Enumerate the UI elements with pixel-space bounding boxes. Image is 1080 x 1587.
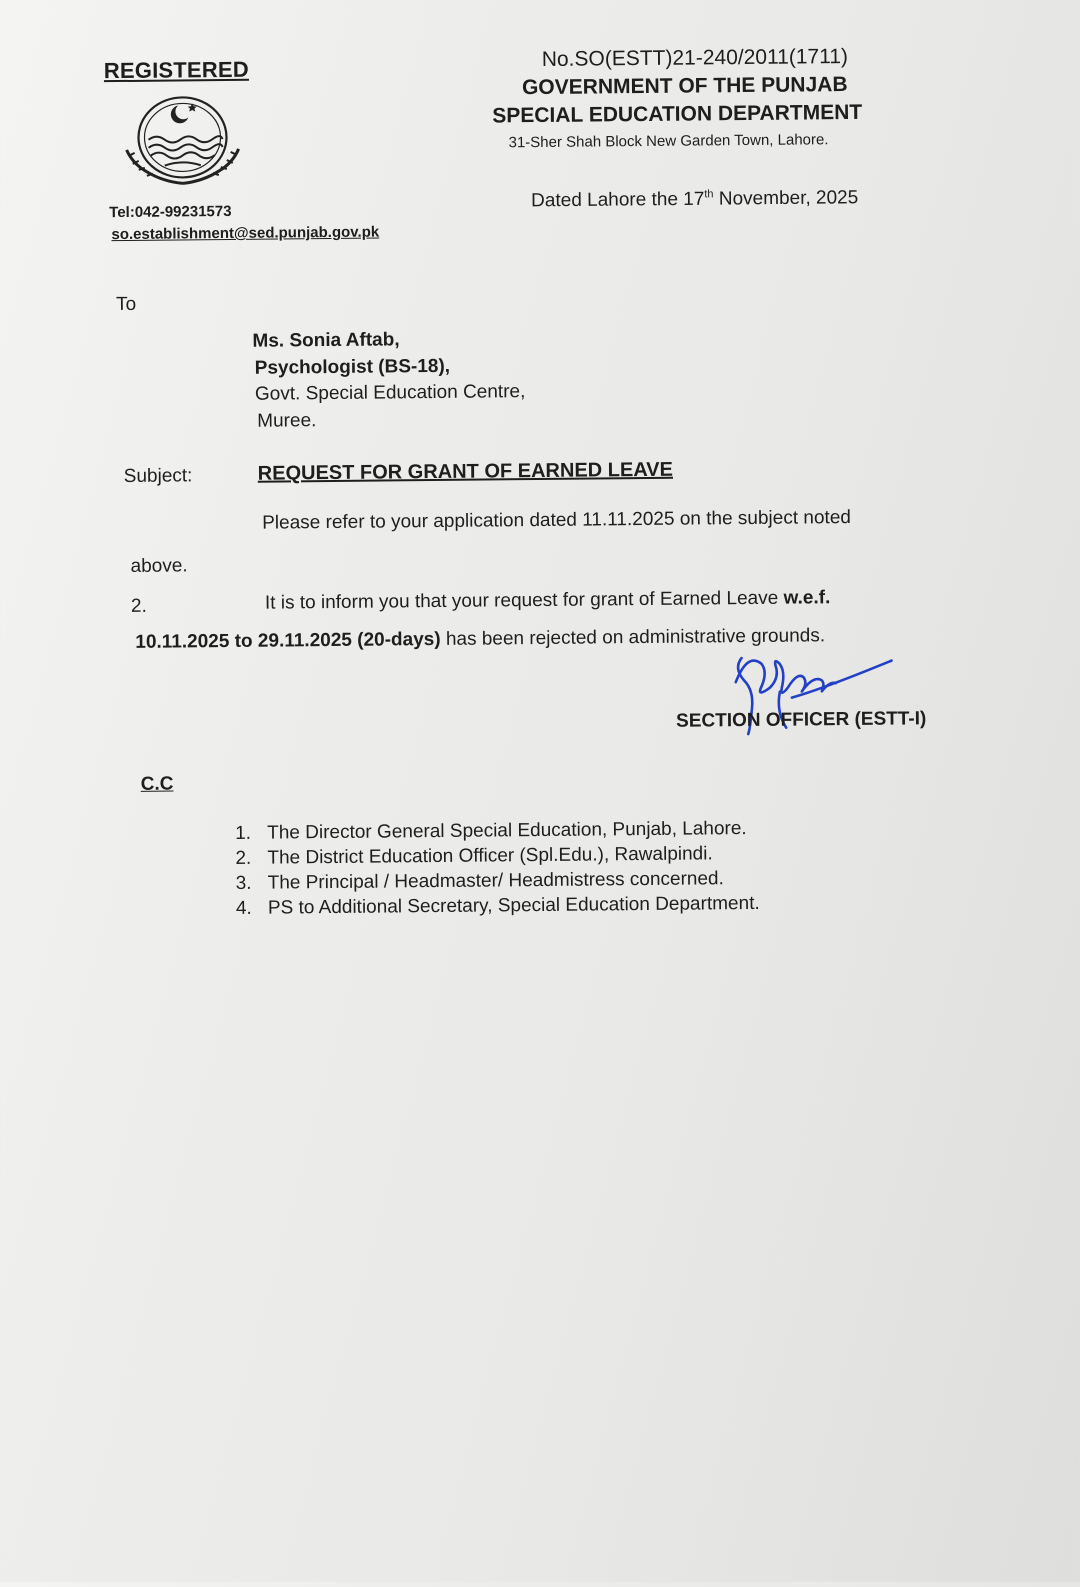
reference-number: No.SO(ESTT)21-240/2011(1711) — [541, 45, 849, 71]
cc-label: C.C — [140, 773, 174, 795]
subject-text: REQUEST FOR GRANT OF EARNED LEAVE — [257, 458, 674, 485]
list-item: 3. The Principal / Headmaster/ Headmistress concerned. — [235, 868, 724, 894]
department-address: 31-Sher Shah Block New Garden Town, Lahore. — [508, 131, 829, 152]
list-item: 2. The District Education Officer (Spl.Edu.), Rawalpindi. — [235, 843, 713, 869]
paragraph-1-line-1: Please refer to your application dated 11.11.2025 on the subject noted — [262, 507, 852, 534]
paragraph-1-line-2: above. — [130, 555, 188, 577]
subject-label: Subject: — [123, 465, 193, 487]
registered-label: REGISTERED — [103, 56, 250, 84]
email-address: so.establishment@sed.punjab.gov.pk — [111, 223, 380, 244]
list-item: 1. The Director General Special Education, Punjab, Lahore. — [235, 818, 747, 844]
recipient-city: Muree. — [257, 410, 317, 432]
letter-date: Dated Lahore the 17th November, 2025 — [531, 187, 859, 212]
paragraph-2-line-2: 10.11.2025 to 29.11.2025 (20-days) has been rejected on administrative grounds. — [135, 625, 826, 653]
recipient-office: Govt. Special Education Centre, — [254, 381, 526, 405]
cc-list — [235, 816, 760, 921]
signatory-title: SECTION OFFICER (ESTT-I) — [676, 708, 927, 732]
government-title: GOVERNMENT OF THE PUNJAB — [521, 73, 848, 100]
to-label: To — [116, 293, 137, 316]
paragraph-2-number: 2. — [130, 595, 147, 617]
paragraph-2-line-1: It is to inform you that your request for grant of Earned Leave w.e.f. — [264, 587, 831, 614]
recipient-name: Ms. Sonia Aftab, — [252, 329, 400, 352]
punjab-government-seal-icon — [118, 89, 253, 194]
list-item: 4. PS to Additional Secretary, Special Education Department. — [235, 892, 760, 919]
recipient-designation: Psychologist (BS-18), — [254, 355, 451, 379]
telephone-number: Tel:042-99231573 — [109, 202, 232, 222]
department-title: SPECIAL EDUCATION DEPARTMENT — [492, 100, 863, 128]
